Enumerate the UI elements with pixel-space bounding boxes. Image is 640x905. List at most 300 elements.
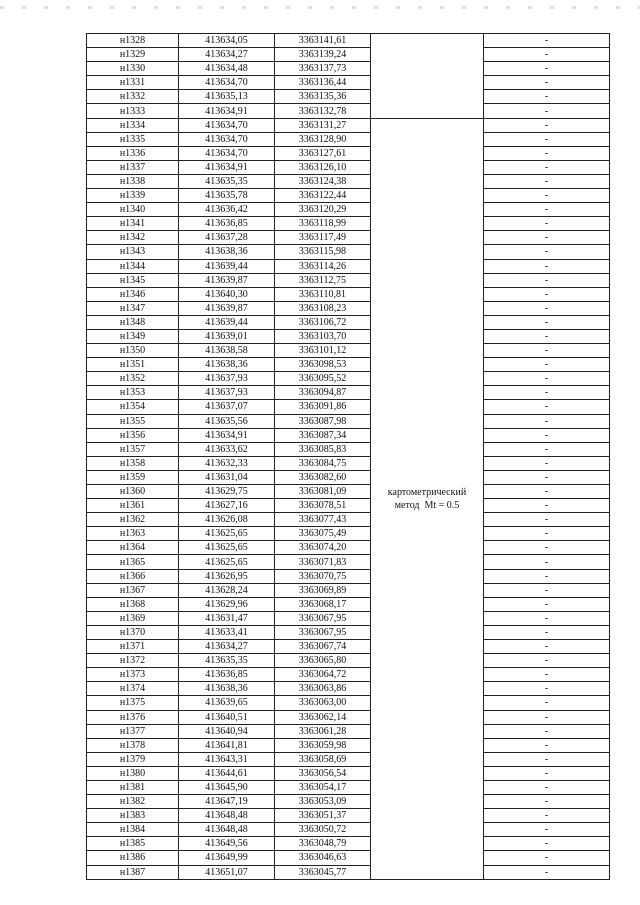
table-row [87,513,610,527]
y-coordinate-cell: 3363087,98 [275,414,371,428]
y-coordinate-cell: 3363054,17 [275,780,371,794]
table-row [87,442,610,456]
y-coordinate-cell: 3363118,99 [275,217,371,231]
point-id-cell: н1372 [87,654,179,668]
x-coordinate-cell: 413631,04 [179,470,275,484]
dash-cell: - [484,358,610,372]
x-coordinate-cell: 413639,01 [179,329,275,343]
dash-cell: - [484,386,610,400]
y-coordinate-cell: 3363106,72 [275,315,371,329]
x-coordinate-cell: 413636,85 [179,668,275,682]
x-coordinate-cell: 413639,87 [179,273,275,287]
y-coordinate-cell: 3363087,34 [275,428,371,442]
point-id-cell: н1374 [87,682,179,696]
table-row [87,682,610,696]
dash-cell: - [484,654,610,668]
x-coordinate-cell: 413635,78 [179,189,275,203]
table-row [87,414,610,428]
x-coordinate-cell: 413633,41 [179,625,275,639]
x-coordinate-cell: 413639,65 [179,696,275,710]
point-id-cell: н1382 [87,795,179,809]
table-row [87,118,610,132]
y-coordinate-cell: 3363063,00 [275,696,371,710]
point-id-cell: н1344 [87,259,179,273]
table-row [87,597,610,611]
dash-cell: - [484,597,610,611]
y-coordinate-cell: 3363078,51 [275,499,371,513]
y-coordinate-cell: 3363122,44 [275,189,371,203]
table-row [87,315,610,329]
table-row [87,499,610,513]
table-row [87,795,610,809]
y-coordinate-cell: 3363045,77 [275,865,371,879]
dash-cell: - [484,795,610,809]
point-id-cell: н1351 [87,358,179,372]
y-coordinate-cell: 3363085,83 [275,442,371,456]
table-row [87,273,610,287]
table-row [87,174,610,188]
point-id-cell: н1328 [87,34,179,48]
table-row [87,329,610,343]
point-id-cell: н1350 [87,344,179,358]
y-coordinate-cell: 3363064,72 [275,668,371,682]
dash-cell: - [484,583,610,597]
y-coordinate-cell: 3363137,73 [275,62,371,76]
x-coordinate-cell: 413625,65 [179,527,275,541]
table-row [87,301,610,315]
point-id-cell: н1360 [87,485,179,499]
dash-cell: - [484,62,610,76]
x-coordinate-cell: 413635,35 [179,174,275,188]
x-coordinate-cell: 413637,28 [179,231,275,245]
x-coordinate-cell: 413634,48 [179,62,275,76]
x-coordinate-cell: 413640,30 [179,287,275,301]
table-row [87,428,610,442]
y-coordinate-cell: 3363139,24 [275,48,371,62]
table-row [87,541,610,555]
y-coordinate-cell: 3363068,17 [275,597,371,611]
table-row [87,583,610,597]
x-coordinate-cell: 413626,08 [179,513,275,527]
dash-cell: - [484,259,610,273]
y-coordinate-cell: 3363094,87 [275,386,371,400]
point-id-cell: н1368 [87,597,179,611]
table-row [87,766,610,780]
coordinates-table-sheet [86,33,610,880]
table-row [87,851,610,865]
y-coordinate-cell: 3363112,75 [275,273,371,287]
point-id-cell: н1343 [87,245,179,259]
dash-cell: - [484,329,610,343]
point-id-cell: н1354 [87,400,179,414]
x-coordinate-cell: 413634,27 [179,640,275,654]
y-coordinate-cell: 3363108,23 [275,301,371,315]
y-coordinate-cell: 3363127,61 [275,146,371,160]
point-id-cell: н1362 [87,513,179,527]
table-row [87,456,610,470]
y-coordinate-cell: 3363077,43 [275,513,371,527]
dash-cell: - [484,160,610,174]
dash-cell: - [484,625,610,639]
y-coordinate-cell: 3363065,80 [275,654,371,668]
y-coordinate-cell: 3363075,49 [275,527,371,541]
x-coordinate-cell: 413633,62 [179,442,275,456]
table-row [87,189,610,203]
x-coordinate-cell: 413627,16 [179,499,275,513]
y-coordinate-cell: 3363091,86 [275,400,371,414]
x-coordinate-cell: 413638,36 [179,358,275,372]
dash-cell: - [484,668,610,682]
table-row [87,372,610,386]
point-id-cell: н1341 [87,217,179,231]
x-coordinate-cell: 413629,96 [179,597,275,611]
dash-cell: - [484,527,610,541]
table-row [87,104,610,118]
table-row [87,358,610,372]
x-coordinate-cell: 413644,61 [179,766,275,780]
dash-cell: - [484,541,610,555]
point-id-cell: н1370 [87,625,179,639]
point-id-cell: н1331 [87,76,179,90]
table-row [87,696,610,710]
coordinates-table [86,33,610,880]
point-id-cell: н1329 [87,48,179,62]
dash-cell: - [484,146,610,160]
x-coordinate-cell: 413647,19 [179,795,275,809]
method-cell-empty [371,34,484,119]
y-coordinate-cell: 3363067,74 [275,640,371,654]
point-id-cell: н1366 [87,569,179,583]
point-id-cell: н1381 [87,780,179,794]
x-coordinate-cell: 413648,48 [179,823,275,837]
point-id-cell: н1339 [87,189,179,203]
point-id-cell: н1387 [87,865,179,879]
y-coordinate-cell: 3363117,49 [275,231,371,245]
point-id-cell: н1340 [87,203,179,217]
dash-cell: - [484,372,610,386]
point-id-cell: н1364 [87,541,179,555]
dash-cell: - [484,682,610,696]
x-coordinate-cell: 413648,48 [179,809,275,823]
x-coordinate-cell: 413645,90 [179,780,275,794]
table-row [87,710,610,724]
point-id-cell: н1375 [87,696,179,710]
y-coordinate-cell: 3363101,12 [275,344,371,358]
method-accuracy: метод Mt = 0.5 [394,499,460,511]
dash-cell: - [484,301,610,315]
y-coordinate-cell: 3363053,09 [275,795,371,809]
table-row [87,555,610,569]
x-coordinate-cell: 413634,27 [179,48,275,62]
dash-cell: - [484,428,610,442]
dash-cell: - [484,245,610,259]
y-coordinate-cell: 3363126,10 [275,160,371,174]
table-row [87,780,610,794]
point-id-cell: н1373 [87,668,179,682]
point-id-cell: н1384 [87,823,179,837]
dash-cell: - [484,470,610,484]
dash-cell: - [484,442,610,456]
point-id-cell: н1342 [87,231,179,245]
dash-cell: - [484,837,610,851]
dash-cell: - [484,118,610,132]
dash-cell: - [484,315,610,329]
y-coordinate-cell: 3363084,75 [275,456,371,470]
dash-cell: - [484,414,610,428]
dash-cell: - [484,851,610,865]
point-id-cell: н1345 [87,273,179,287]
dash-cell: - [484,203,610,217]
x-coordinate-cell: 413625,65 [179,555,275,569]
table-row [87,470,610,484]
point-id-cell: н1363 [87,527,179,541]
y-coordinate-cell: 3363048,79 [275,837,371,851]
table-row [87,738,610,752]
y-coordinate-cell: 3363135,36 [275,90,371,104]
x-coordinate-cell: 413649,99 [179,851,275,865]
dash-cell: - [484,696,610,710]
point-id-cell: н1379 [87,752,179,766]
point-id-cell: н1380 [87,766,179,780]
point-id-cell: н1367 [87,583,179,597]
y-coordinate-cell: 3363070,75 [275,569,371,583]
point-id-cell: н1385 [87,837,179,851]
point-id-cell: н1361 [87,499,179,513]
point-id-cell: н1353 [87,386,179,400]
y-coordinate-cell: 3363050,72 [275,823,371,837]
point-id-cell: н1386 [87,851,179,865]
point-id-cell: н1348 [87,315,179,329]
dash-cell: - [484,34,610,48]
y-coordinate-cell: 3363132,78 [275,104,371,118]
x-coordinate-cell: 413649,56 [179,837,275,851]
table-row [87,654,610,668]
dash-cell: - [484,76,610,90]
x-coordinate-cell: 413637,07 [179,400,275,414]
y-coordinate-cell: 3363128,90 [275,132,371,146]
y-coordinate-cell: 3363115,98 [275,245,371,259]
x-coordinate-cell: 413636,85 [179,217,275,231]
x-coordinate-cell: 413639,44 [179,315,275,329]
scan-edge-artifact [0,6,640,9]
x-coordinate-cell: 413634,70 [179,146,275,160]
point-id-cell: н1337 [87,160,179,174]
dash-cell: - [484,865,610,879]
table-row [87,386,610,400]
coordinates-table-body [87,34,610,880]
dash-cell: - [484,809,610,823]
dash-cell: - [484,738,610,752]
dash-cell: - [484,189,610,203]
dash-cell: - [484,611,610,625]
dash-cell: - [484,499,610,513]
x-coordinate-cell: 413637,93 [179,372,275,386]
x-coordinate-cell: 413638,36 [179,682,275,696]
y-coordinate-cell: 3363058,69 [275,752,371,766]
point-id-cell: н1336 [87,146,179,160]
point-id-cell: н1356 [87,428,179,442]
dash-cell: - [484,90,610,104]
x-coordinate-cell: 413634,05 [179,34,275,48]
table-row [87,76,610,90]
x-coordinate-cell: 413635,35 [179,654,275,668]
x-coordinate-cell: 413635,56 [179,414,275,428]
table-row [87,485,610,499]
x-coordinate-cell: 413629,75 [179,485,275,499]
point-id-cell: н1349 [87,329,179,343]
table-row [87,752,610,766]
point-id-cell: н1330 [87,62,179,76]
x-coordinate-cell: 413626,95 [179,569,275,583]
dash-cell: - [484,710,610,724]
table-row [87,809,610,823]
x-coordinate-cell: 413628,24 [179,583,275,597]
x-coordinate-cell: 413634,91 [179,104,275,118]
x-coordinate-cell: 413625,65 [179,541,275,555]
x-coordinate-cell: 413639,87 [179,301,275,315]
table-row [87,259,610,273]
point-id-cell: н1369 [87,611,179,625]
dash-cell: - [484,485,610,499]
dash-cell: - [484,174,610,188]
y-coordinate-cell: 3363124,38 [275,174,371,188]
x-coordinate-cell: 413638,36 [179,245,275,259]
method-name: картометрический [387,486,467,498]
y-coordinate-cell: 3363071,83 [275,555,371,569]
x-coordinate-cell: 413634,70 [179,76,275,90]
point-id-cell: н1338 [87,174,179,188]
x-coordinate-cell: 413639,44 [179,259,275,273]
dash-cell: - [484,766,610,780]
y-coordinate-cell: 3363059,98 [275,738,371,752]
point-id-cell: н1335 [87,132,179,146]
dash-cell: - [484,287,610,301]
table-row [87,527,610,541]
x-coordinate-cell: 413637,93 [179,386,275,400]
x-coordinate-cell: 413640,51 [179,710,275,724]
point-id-cell: н1346 [87,287,179,301]
dash-cell: - [484,752,610,766]
y-coordinate-cell: 3363056,54 [275,766,371,780]
point-id-cell: н1376 [87,710,179,724]
table-row [87,611,610,625]
dash-cell: - [484,555,610,569]
point-id-cell: н1357 [87,442,179,456]
table-row [87,640,610,654]
dash-cell: - [484,823,610,837]
dash-cell: - [484,273,610,287]
table-row [87,865,610,879]
point-id-cell: н1352 [87,372,179,386]
point-id-cell: н1332 [87,90,179,104]
table-row [87,217,610,231]
dash-cell: - [484,217,610,231]
y-coordinate-cell: 3363069,89 [275,583,371,597]
dash-cell: - [484,640,610,654]
point-id-cell: н1358 [87,456,179,470]
table-row [87,668,610,682]
table-row [87,625,610,639]
dash-cell: - [484,48,610,62]
method-cell [371,118,484,879]
table-row [87,231,610,245]
table-row [87,724,610,738]
y-coordinate-cell: 3363063,86 [275,682,371,696]
x-coordinate-cell: 413631,47 [179,611,275,625]
y-coordinate-cell: 3363120,29 [275,203,371,217]
point-id-cell: н1377 [87,724,179,738]
x-coordinate-cell: 413640,94 [179,724,275,738]
table-row [87,823,610,837]
point-id-cell: н1355 [87,414,179,428]
point-id-cell: н1333 [87,104,179,118]
y-coordinate-cell: 3363095,52 [275,372,371,386]
x-coordinate-cell: 413638,58 [179,344,275,358]
x-coordinate-cell: 413634,70 [179,132,275,146]
y-coordinate-cell: 3363046,63 [275,851,371,865]
dash-cell: - [484,231,610,245]
y-coordinate-cell: 3363131,27 [275,118,371,132]
table-row [87,287,610,301]
dash-cell: - [484,513,610,527]
y-coordinate-cell: 3363051,37 [275,809,371,823]
table-row [87,62,610,76]
point-id-cell: н1378 [87,738,179,752]
y-coordinate-cell: 3363062,14 [275,710,371,724]
table-row [87,245,610,259]
y-coordinate-cell: 3363098,53 [275,358,371,372]
point-id-cell: н1334 [87,118,179,132]
point-id-cell: н1371 [87,640,179,654]
x-coordinate-cell: 413636,42 [179,203,275,217]
y-coordinate-cell: 3363136,44 [275,76,371,90]
y-coordinate-cell: 3363114,26 [275,259,371,273]
point-id-cell: н1383 [87,809,179,823]
x-coordinate-cell: 413651,07 [179,865,275,879]
dash-cell: - [484,780,610,794]
dash-cell: - [484,104,610,118]
y-coordinate-cell: 3363061,28 [275,724,371,738]
point-id-cell: н1347 [87,301,179,315]
dash-cell: - [484,569,610,583]
dash-cell: - [484,132,610,146]
y-coordinate-cell: 3363082,60 [275,470,371,484]
dash-cell: - [484,724,610,738]
y-coordinate-cell: 3363110,81 [275,287,371,301]
table-row [87,203,610,217]
table-row [87,90,610,104]
x-coordinate-cell: 413634,91 [179,160,275,174]
table-row [87,400,610,414]
table-row [87,146,610,160]
y-coordinate-cell: 3363067,95 [275,611,371,625]
y-coordinate-cell: 3363074,20 [275,541,371,555]
y-coordinate-cell: 3363081,09 [275,485,371,499]
table-row [87,837,610,851]
point-id-cell: н1365 [87,555,179,569]
x-coordinate-cell: 413641,81 [179,738,275,752]
table-row [87,34,610,48]
dash-cell: - [484,400,610,414]
table-row [87,48,610,62]
y-coordinate-cell: 3363067,95 [275,625,371,639]
y-coordinate-cell: 3363103,70 [275,329,371,343]
y-coordinate-cell: 3363141,61 [275,34,371,48]
x-coordinate-cell: 413635,13 [179,90,275,104]
x-coordinate-cell: 413634,91 [179,428,275,442]
dash-cell: - [484,344,610,358]
x-coordinate-cell: 413634,70 [179,118,275,132]
